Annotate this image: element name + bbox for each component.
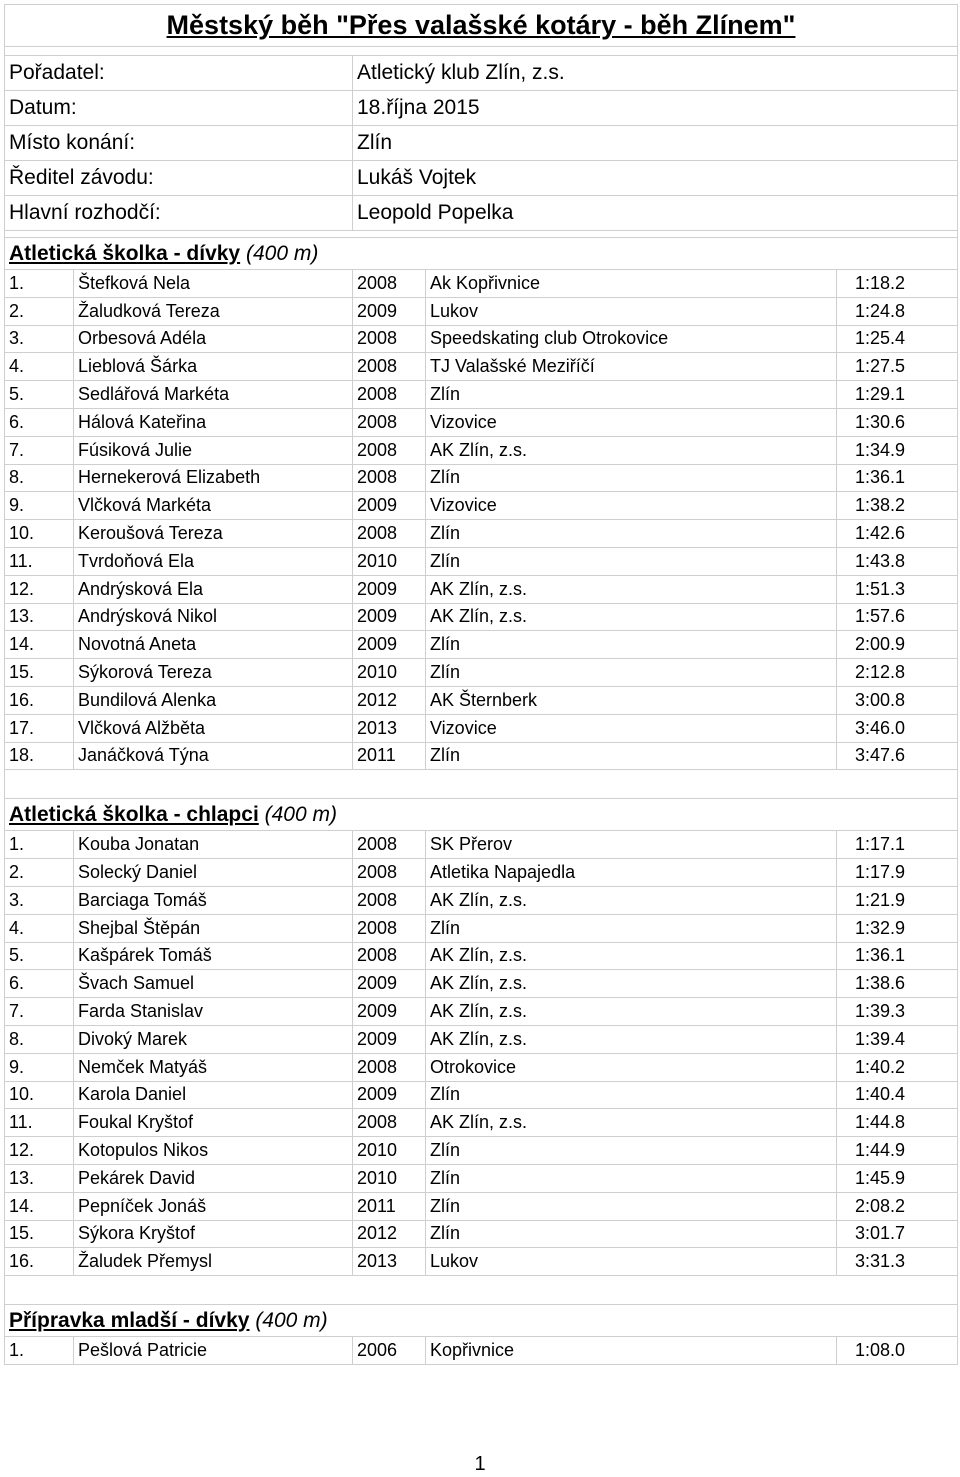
club-cell: Zlín: [426, 631, 837, 659]
rank-cell: 13.: [5, 1164, 74, 1192]
time-cell: 1:39.4: [837, 1025, 958, 1053]
result-row: [5, 1192, 958, 1220]
rank-cell: 1.: [5, 1337, 74, 1365]
time-cell: 1:40.2: [837, 1053, 958, 1081]
club-cell: Zlín: [426, 1164, 837, 1192]
year-cell: 2010: [353, 659, 426, 687]
result-row: [5, 1337, 958, 1365]
time-cell: 1:42.6: [837, 520, 958, 548]
rank-cell: 16.: [5, 1248, 74, 1276]
time-cell: 1:38.6: [837, 970, 958, 998]
name-cell: Solecký Daniel: [74, 859, 353, 887]
name-cell: Andrýsková Ela: [74, 575, 353, 603]
rank-cell: 7.: [5, 998, 74, 1026]
club-cell: Zlín: [426, 520, 837, 548]
club-cell: Vizovice: [426, 492, 837, 520]
rank-cell: 12.: [5, 575, 74, 603]
year-cell: 2010: [353, 1164, 426, 1192]
name-cell: Pešlová Patricie: [74, 1337, 353, 1365]
rank-cell: 12.: [5, 1137, 74, 1165]
rank-cell: 14.: [5, 631, 74, 659]
club-cell: Lukov: [426, 1248, 837, 1276]
rank-cell: 11.: [5, 547, 74, 575]
rank-cell: 8.: [5, 1025, 74, 1053]
name-cell: Kotopulos Nikos: [74, 1137, 353, 1165]
rank-cell: 5.: [5, 381, 74, 409]
rank-cell: 10.: [5, 520, 74, 548]
year-cell: 2013: [353, 1248, 426, 1276]
result-row: [5, 659, 958, 687]
time-cell: 1:25.4: [837, 325, 958, 353]
name-cell: Pepníček Jonáš: [74, 1192, 353, 1220]
rank-cell: 9.: [5, 492, 74, 520]
rank-cell: 9.: [5, 1053, 74, 1081]
result-row: [5, 1081, 958, 1109]
club-cell: Lukov: [426, 297, 837, 325]
club-cell: SK Přerov: [426, 831, 837, 859]
rank-cell: 15.: [5, 659, 74, 687]
club-cell: TJ Valašské Meziříčí: [426, 353, 837, 381]
name-cell: Orbesová Adéla: [74, 325, 353, 353]
club-cell: Speedskating club Otrokovice: [426, 325, 837, 353]
club-cell: Atletika Napajedla: [426, 859, 837, 887]
time-cell: 1:32.9: [837, 914, 958, 942]
year-cell: 2009: [353, 1081, 426, 1109]
rank-cell: 16.: [5, 686, 74, 714]
club-cell: Zlín: [426, 1220, 837, 1248]
name-cell: Farda Stanislav: [74, 998, 353, 1026]
name-cell: Andrýsková Nikol: [74, 603, 353, 631]
category-distance: (400 m): [245, 241, 319, 265]
time-cell: 1:40.4: [837, 1081, 958, 1109]
result-row: [5, 1164, 958, 1192]
time-cell: 1:36.1: [837, 464, 958, 492]
name-cell: Bundilová Alenka: [74, 686, 353, 714]
name-cell: Divoký Marek: [74, 1025, 353, 1053]
year-cell: 2008: [353, 831, 426, 859]
year-cell: 2011: [353, 742, 426, 770]
info-value: Zlín: [353, 126, 958, 161]
club-cell: Vizovice: [426, 714, 837, 742]
time-cell: 1:17.9: [837, 859, 958, 887]
rank-cell: 11.: [5, 1109, 74, 1137]
info-label: Ředitel závodu:: [5, 161, 353, 196]
time-cell: 1:18.2: [837, 270, 958, 298]
result-row: [5, 1137, 958, 1165]
year-cell: 2009: [353, 603, 426, 631]
club-cell: AK Zlín, z.s.: [426, 998, 837, 1026]
result-row: [5, 1025, 958, 1053]
year-cell: 2009: [353, 631, 426, 659]
name-cell: Hernekerová Elizabeth: [74, 464, 353, 492]
name-cell: Sýkorová Tereza: [74, 659, 353, 687]
category-distance: (400 m): [264, 802, 337, 826]
rank-cell: 4.: [5, 914, 74, 942]
info-label: Hlavní rozhodčí:: [5, 196, 353, 231]
time-cell: 1:51.3: [837, 575, 958, 603]
category-name: Přípravka mladší - dívky: [9, 1308, 250, 1332]
club-cell: Otrokovice: [426, 1053, 837, 1081]
result-row: [5, 859, 958, 887]
category-distance: (400 m): [255, 1308, 328, 1332]
info-row-organizer: [5, 56, 958, 91]
name-cell: Kouba Jonatan: [74, 831, 353, 859]
result-row: [5, 353, 958, 381]
year-cell: 2008: [353, 859, 426, 887]
category-name: Atletická školka - chlapci: [9, 802, 259, 826]
rank-cell: 1.: [5, 831, 74, 859]
spacer-row: [5, 770, 958, 799]
time-cell: 1:17.1: [837, 831, 958, 859]
time-cell: 2:00.9: [837, 631, 958, 659]
club-cell: AK Šternberk: [426, 686, 837, 714]
category-name: Atletická školka - dívky: [9, 241, 241, 265]
rank-cell: 13.: [5, 603, 74, 631]
name-cell: Pekárek David: [74, 1164, 353, 1192]
result-row: [5, 970, 958, 998]
club-cell: AK Zlín, z.s.: [426, 1109, 837, 1137]
year-cell: 2008: [353, 886, 426, 914]
spacer-row: [5, 231, 958, 238]
year-cell: 2008: [353, 381, 426, 409]
section-header: [5, 799, 958, 831]
result-row: [5, 270, 958, 298]
info-row-director: [5, 161, 958, 196]
result-row: [5, 742, 958, 770]
year-cell: 2008: [353, 353, 426, 381]
title-row: [5, 5, 958, 47]
name-cell: Nemček Matyáš: [74, 1053, 353, 1081]
result-row: [5, 325, 958, 353]
name-cell: Žaludek Přemysl: [74, 1248, 353, 1276]
time-cell: 1:45.9: [837, 1164, 958, 1192]
time-cell: 2:12.8: [837, 659, 958, 687]
result-row: [5, 998, 958, 1026]
info-value: Atletický klub Zlín, z.s.: [353, 56, 958, 91]
section-header: [5, 238, 958, 270]
info-label: Pořadatel:: [5, 56, 353, 91]
club-cell: Zlín: [426, 659, 837, 687]
time-cell: 3:46.0: [837, 714, 958, 742]
name-cell: Štefková Nela: [74, 270, 353, 298]
time-cell: 1:39.3: [837, 998, 958, 1026]
club-cell: Zlín: [426, 547, 837, 575]
info-row-venue: [5, 126, 958, 161]
year-cell: 2008: [353, 914, 426, 942]
name-cell: Žaludková Tereza: [74, 297, 353, 325]
result-row: [5, 886, 958, 914]
rank-cell: 5.: [5, 942, 74, 970]
results-table: [4, 4, 958, 1365]
time-cell: 1:30.6: [837, 408, 958, 436]
rank-cell: 15.: [5, 1220, 74, 1248]
time-cell: 1:27.5: [837, 353, 958, 381]
result-row: [5, 714, 958, 742]
year-cell: 2009: [353, 998, 426, 1026]
year-cell: 2008: [353, 270, 426, 298]
name-cell: Novotná Aneta: [74, 631, 353, 659]
info-value: Lukáš Vojtek: [353, 161, 958, 196]
result-row: [5, 408, 958, 436]
rank-cell: 8.: [5, 464, 74, 492]
year-cell: 2009: [353, 970, 426, 998]
club-cell: Zlín: [426, 1137, 837, 1165]
time-cell: 2:08.2: [837, 1192, 958, 1220]
result-row: [5, 547, 958, 575]
page-number: 1: [474, 1453, 486, 1475]
rank-cell: 3.: [5, 886, 74, 914]
result-row: [5, 575, 958, 603]
club-cell: AK Zlín, z.s.: [426, 575, 837, 603]
time-cell: 1:36.1: [837, 942, 958, 970]
club-cell: Zlín: [426, 381, 837, 409]
result-row: [5, 831, 958, 859]
rank-cell: 18.: [5, 742, 74, 770]
result-row: [5, 297, 958, 325]
name-cell: Keroušová Tereza: [74, 520, 353, 548]
section-title: [5, 238, 958, 270]
time-cell: 3:00.8: [837, 686, 958, 714]
time-cell: 1:24.8: [837, 297, 958, 325]
name-cell: Hálová Kateřina: [74, 408, 353, 436]
club-cell: AK Zlín, z.s.: [426, 436, 837, 464]
name-cell: Fúsiková Julie: [74, 436, 353, 464]
result-row: [5, 631, 958, 659]
name-cell: Sýkora Kryštof: [74, 1220, 353, 1248]
rank-cell: 4.: [5, 353, 74, 381]
section-title: [5, 1305, 958, 1337]
club-cell: Ak Kopřivnice: [426, 270, 837, 298]
name-cell: Barciaga Tomáš: [74, 886, 353, 914]
rank-cell: 10.: [5, 1081, 74, 1109]
result-row: [5, 1220, 958, 1248]
time-cell: 1:44.8: [837, 1109, 958, 1137]
info-value: 18.října 2015: [353, 91, 958, 126]
result-row: [5, 914, 958, 942]
year-cell: 2008: [353, 408, 426, 436]
time-cell: 1:29.1: [837, 381, 958, 409]
rank-cell: 6.: [5, 970, 74, 998]
info-row-referee: [5, 196, 958, 231]
year-cell: 2008: [353, 464, 426, 492]
year-cell: 2011: [353, 1192, 426, 1220]
year-cell: 2008: [353, 1053, 426, 1081]
time-cell: 1:08.0: [837, 1337, 958, 1365]
name-cell: Vlčková Markéta: [74, 492, 353, 520]
year-cell: 2009: [353, 492, 426, 520]
club-cell: Zlín: [426, 1192, 837, 1220]
info-value: Leopold Popelka: [353, 196, 958, 231]
year-cell: 2009: [353, 297, 426, 325]
result-row: [5, 1248, 958, 1276]
name-cell: Kašpárek Tomáš: [74, 942, 353, 970]
rank-cell: 3.: [5, 325, 74, 353]
year-cell: 2009: [353, 575, 426, 603]
rank-cell: 6.: [5, 408, 74, 436]
year-cell: 2006: [353, 1337, 426, 1365]
info-label: Datum:: [5, 91, 353, 126]
time-cell: 1:43.8: [837, 547, 958, 575]
year-cell: 2010: [353, 547, 426, 575]
time-cell: 1:21.9: [837, 886, 958, 914]
section-title: [5, 799, 958, 831]
name-cell: Vlčková Alžběta: [74, 714, 353, 742]
results-sheet: [4, 4, 957, 1421]
result-row: [5, 464, 958, 492]
time-cell: 3:01.7: [837, 1220, 958, 1248]
name-cell: Janáčková Týna: [74, 742, 353, 770]
year-cell: 2008: [353, 436, 426, 464]
year-cell: 2010: [353, 1137, 426, 1165]
rank-cell: 1.: [5, 270, 74, 298]
time-cell: 1:38.2: [837, 492, 958, 520]
club-cell: Zlín: [426, 742, 837, 770]
name-cell: Foukal Kryštof: [74, 1109, 353, 1137]
name-cell: Karola Daniel: [74, 1081, 353, 1109]
club-cell: Kopřivnice: [426, 1337, 837, 1365]
club-cell: Zlín: [426, 464, 837, 492]
time-cell: 3:47.6: [837, 742, 958, 770]
club-cell: Zlín: [426, 1081, 837, 1109]
rank-cell: 2.: [5, 297, 74, 325]
result-row: [5, 436, 958, 464]
time-cell: 1:57.6: [837, 603, 958, 631]
result-row: [5, 686, 958, 714]
time-cell: 1:44.9: [837, 1137, 958, 1165]
year-cell: 2008: [353, 520, 426, 548]
club-cell: Zlín: [426, 914, 837, 942]
rank-cell: 2.: [5, 859, 74, 887]
result-row: [5, 1109, 958, 1137]
name-cell: Tvrdoňová Ela: [74, 547, 353, 575]
result-row: [5, 942, 958, 970]
club-cell: AK Zlín, z.s.: [426, 886, 837, 914]
rank-cell: 17.: [5, 714, 74, 742]
year-cell: 2013: [353, 714, 426, 742]
result-row: [5, 1053, 958, 1081]
info-row-date: [5, 91, 958, 126]
club-cell: AK Zlín, z.s.: [426, 603, 837, 631]
name-cell: Švach Samuel: [74, 970, 353, 998]
club-cell: Vizovice: [426, 408, 837, 436]
club-cell: AK Zlín, z.s.: [426, 1025, 837, 1053]
year-cell: 2009: [353, 1025, 426, 1053]
info-label: Místo konání:: [5, 126, 353, 161]
time-cell: 1:34.9: [837, 436, 958, 464]
year-cell: 2012: [353, 1220, 426, 1248]
spacer-row: [5, 47, 958, 56]
rank-cell: 14.: [5, 1192, 74, 1220]
section-header: [5, 1305, 958, 1337]
name-cell: Lieblová Šárka: [74, 353, 353, 381]
club-cell: AK Zlín, z.s.: [426, 942, 837, 970]
club-cell: AK Zlín, z.s.: [426, 970, 837, 998]
year-cell: 2008: [353, 1109, 426, 1137]
spacer-row: [5, 1276, 958, 1305]
result-row: [5, 603, 958, 631]
result-row: [5, 492, 958, 520]
year-cell: 2012: [353, 686, 426, 714]
name-cell: Sedlářová Markéta: [74, 381, 353, 409]
result-row: [5, 381, 958, 409]
year-cell: 2008: [353, 325, 426, 353]
page-title: Městský běh "Přes valašské kotáry - běh Zlínem": [5, 5, 958, 47]
result-row: [5, 520, 958, 548]
name-cell: Shejbal Štěpán: [74, 914, 353, 942]
time-cell: 3:31.3: [837, 1248, 958, 1276]
rank-cell: 7.: [5, 436, 74, 464]
year-cell: 2008: [353, 942, 426, 970]
